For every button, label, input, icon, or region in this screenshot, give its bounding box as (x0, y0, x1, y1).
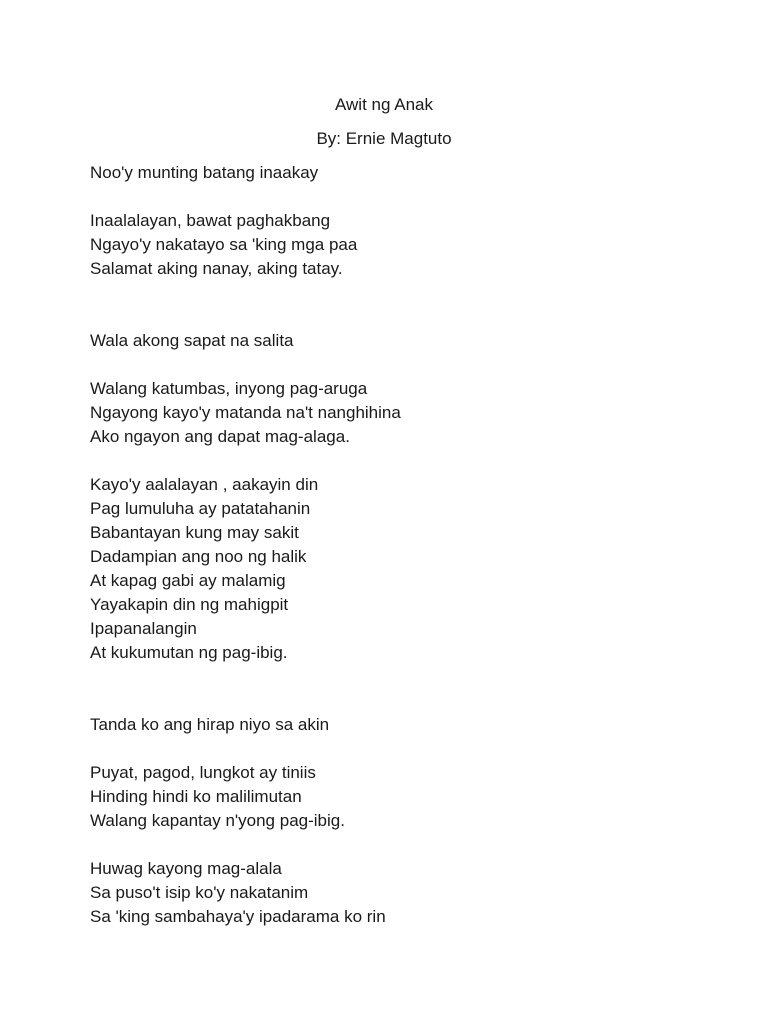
poem-line: Wala akong sapat na salita (90, 331, 294, 350)
document-title: Awit ng Anak (335, 95, 433, 114)
poem-line: Sa puso't isip ko'y nakatanim (90, 883, 309, 902)
poem-line: Ngayo'y nakatayo sa 'king mga paa (90, 235, 358, 254)
poem-line: Noo'y munting batang inaakay (90, 163, 319, 182)
poem-line: Kayo'y aalalayan , aakayin din (90, 475, 319, 494)
poem-line: Inaalalayan, bawat paghakbang (90, 211, 331, 230)
poem-line: Yayakapin din ng mahigpit (90, 595, 289, 614)
poem-line: At kukumutan ng pag-ibig. (90, 643, 288, 662)
stanza (90, 161, 730, 185)
stanza (90, 713, 730, 737)
poem-line: Hinding hindi ko malilimutan (90, 787, 302, 806)
stanza (90, 473, 730, 665)
document-author: By: Ernie Magtuto (316, 129, 452, 148)
poem-body (90, 161, 730, 929)
stanza (90, 209, 730, 281)
poem-line: Puyat, pagod, lungkot ay tiniis (90, 763, 316, 782)
poem-line: Walang kapantay n'yong pag-ibig. (90, 811, 345, 830)
stanza (90, 857, 730, 929)
poem-line: Tanda ko ang hirap niyo sa akin (90, 715, 330, 734)
poem-line: Ipapanalangin (90, 619, 197, 638)
poem-line: Ako ngayon ang dapat mag-alaga. (90, 427, 350, 446)
poem-line: Sa 'king sambahaya'y ipadarama ko rin (90, 907, 386, 926)
poem-line: Ngayong kayo'y matanda na't nanghihina (90, 403, 401, 422)
poem-line: Walang katumbas, inyong pag-aruga (90, 379, 368, 398)
stanza (90, 329, 730, 353)
poem-line: Huwag kayong mag-alala (90, 859, 282, 878)
poem-line: At kapag gabi ay malamig (90, 571, 286, 590)
poem-line: Dadampian ang noo ng halik (90, 547, 307, 566)
poem-line: Babantayan kung may sakit (90, 523, 299, 542)
poem-line: Salamat aking nanay, aking tatay. (90, 259, 343, 278)
stanza (90, 761, 730, 833)
poem-line: Pag lumuluha ay patatahanin (90, 499, 311, 518)
stanza (90, 377, 730, 449)
